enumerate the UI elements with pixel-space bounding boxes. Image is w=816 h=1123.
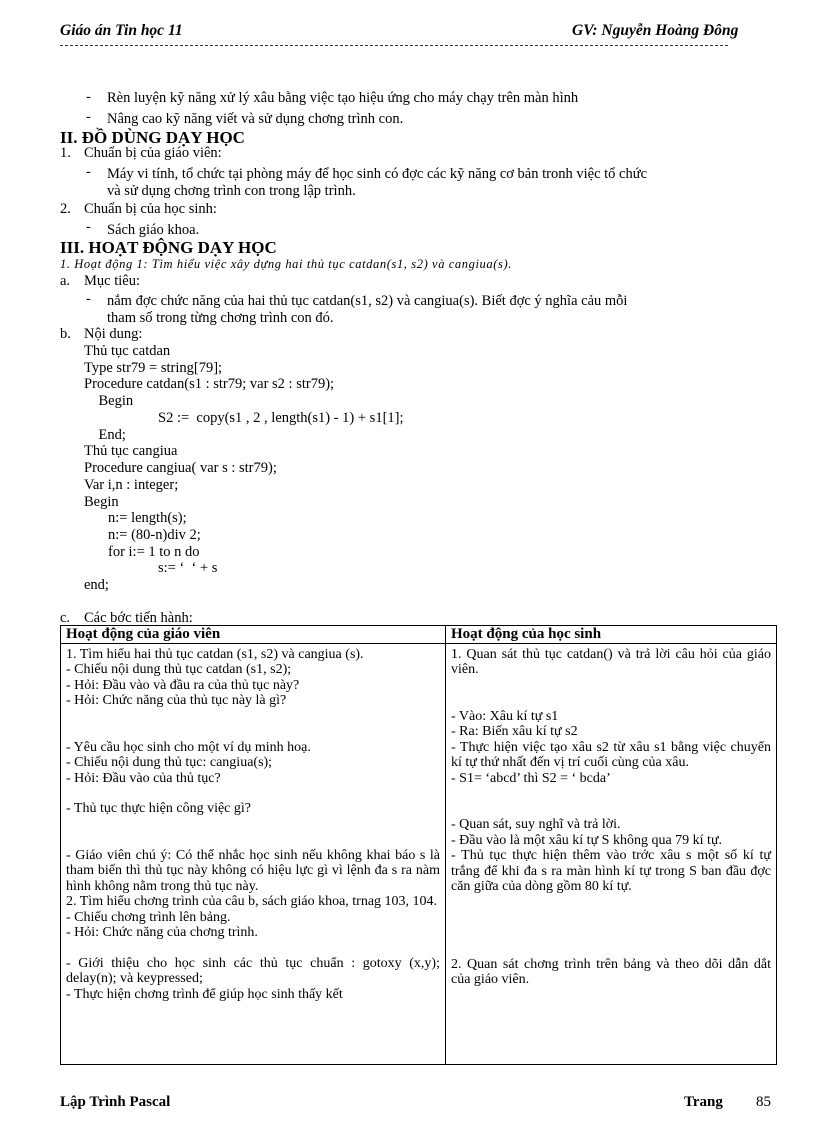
objective-line-1: nắm đợc chức năng của hai thủ tục catdan(s1, s2) và cangiua(s). Biết đợc ý nghĩa cảu mỗi [107,293,628,309]
student-step: - Vào: Xâu kí tự s1 [451,708,559,724]
table-header-row [61,626,777,644]
bullet-dash: - [86,219,91,235]
objective-line-2: tham số trong từng chơng trình con đó. [107,310,334,326]
code-line: Type str79 = string[79]; [84,360,223,376]
code-line: end; [84,577,109,593]
code-line: s:= ‘ ‘ + s [158,560,218,576]
teacher-step: - Hỏi: Chức năng của chơng trình. [66,925,258,940]
student-step: - Thủ tục thực hiện thêm vào trớc xâu s một số kí tự trắng để khi đa s ra màn hình kí tự trong S ban đầu đợc căn giữa của dòng gồm 80 kí tự. [451,848,771,894]
teacher-step: - Thủ tục thực hiện công việc gì? [66,801,251,816]
student-column-header: Hoạt động của học sinh [446,626,777,644]
code-line: Thủ tục catdan [84,343,171,359]
student-step: - S1= ‘abcd’ thì S2 = ‘ bcda’ [451,770,611,786]
code-line: Begin [84,494,119,510]
student-prep-label: Chuẩn bị của học sinh: [84,201,217,217]
list-number: 2. [60,201,71,217]
teacher-activities-cell [61,643,446,1064]
list-letter: c. [60,610,71,626]
teacher-column-header: Hoạt động của giáo viên [61,626,446,644]
student-step: - Thực hiện việc tạo xâu s2 từ xâu s1 bằng việc chuyển kí tự thứ nhất đến vị trí cuối cùng của xâu. [451,739,771,770]
bullet-dash: - [86,291,91,307]
footer-page-number: 85 [756,1094,771,1110]
list-letter: b. [60,326,71,342]
code-line: Thủ tục cangiua [84,443,178,459]
student-step: - Ra: Biến xâu kí tự s2 [451,724,578,739]
activity-1-title: 1. Hoạt động 1: Tìm hiểu việc xây dựng hai thủ tục catdan(s1, s2) và cangiua(s). [60,257,512,271]
teacher-prep-line-1: Máy vi tính, tổ chức tại phòng máy để học sinh có đợc các kỹ năng cơ bản tronh việc tổ chức [107,166,648,182]
teacher-step: - Thực hiện chơng trình để giúp học sinh thấy kết [66,986,343,1002]
teacher-step: 1. Tìm hiểu hai thủ tục catdan (s1, s2) và cangiua (s). [66,646,364,662]
code-line: S2 := copy(s1 , 2 , length(s1) - 1) + s1[1]; [158,410,404,426]
teacher-step: 2. Tìm hiểu chơng trình của câu b, sách giáo khoa, trnag 103, 104. [66,894,438,909]
teacher-prep-line-2: và sử dụng chơng trình con trong lập trình. [107,183,356,199]
teacher-prep-label: Chuẩn bị của giáo viên: [84,145,222,161]
student-step: 1. Quan sát thủ tục catdan() và trả lời câu hỏi của giáo viên. [451,646,771,677]
bullet-dash: - [86,164,91,180]
teacher-step: - Chiếu nội dung thủ tục catdan (s1, s2); [66,662,292,677]
intro-item-2: Nâng cao kỹ năng viết và sử dụng chơng trình con. [107,111,404,127]
header-teacher-name: GV: Nguyễn Hoàng Đông [572,22,739,39]
code-line: End; [84,427,126,443]
list-letter: a. [60,273,71,289]
teacher-note: - Giáo viên chú ý: Có thể nhắc học sinh nếu không khai báo s là tham biến thì thủ tục này không có hiệu lực gì vì lệnh đa s ra nàm hình không nằm trong thủ tục này. [66,847,440,894]
student-prep-item: Sách giáo khoa. [107,222,200,238]
code-line: n:= length(s); [108,510,187,526]
code-line: Var i,n : integer; [84,477,179,493]
objective-label: Mục tiêu: [84,273,140,289]
student-step: - Đầu vào là một xâu kí tự S không qua 79 kí tự. [451,832,723,848]
section-3-heading: III. HOẠT ĐỘNG DẠY HỌC [60,238,277,257]
code-line: Procedure catdan(s1 : str79; var s2 : str79); [84,376,335,392]
header-divider [60,45,728,46]
teacher-step: - Hỏi: Chức năng của thủ tục này là gì? [66,693,287,708]
list-number: 1. [60,145,71,161]
activities-table [60,625,777,1065]
section-2-heading: II. ĐỒ DÙNG DẠY HỌC [60,128,245,147]
code-line: for i:= 1 to n do [108,544,200,560]
student-step: - Quan sát, suy nghĩ và trả lời. [451,817,621,832]
steps-label: Các bớc tiến hành: [84,610,193,626]
content-label: Nội dung: [84,326,143,342]
header-course-title: Giáo án Tin học 11 [60,22,183,39]
teacher-step: - Chiếu nội dung thủ tục: cangiua(s); [66,755,273,770]
code-line: n:= (80-n)div 2; [108,527,201,543]
teacher-step: - Hỏi: Đầu vào của thủ tục? [66,770,221,786]
table-row [61,643,777,1064]
student-step: 2. Quan sát chơng trình trên bảng và theo dõi dẫn dắt của giáo viên. [451,956,771,987]
footer-subject: Lập Trình Pascal [60,1094,171,1110]
intro-item-1: Rèn luyện kỹ năng xử lý xâu bằng việc tạo hiệu ứng cho máy chạy trên màn hình [107,90,579,106]
teacher-step: - Chiếu chơng trình lên bảng. [66,909,231,925]
student-activities-cell [446,643,777,1064]
bullet-dash: - [86,109,91,125]
teacher-step: - Giới thiệu cho học sinh các thủ tục chuẩn : gotoxy (x,y); delay(n); và keypressed; [66,955,440,986]
code-line: Begin [84,393,134,409]
code-line: Procedure cangiua( var s : str79); [84,460,277,476]
teacher-step: - Hỏi: Đầu vào và đầu ra của thủ tục này? [66,677,300,693]
teacher-step: - Yêu cầu học sinh cho một ví dụ minh hoạ. [66,739,311,755]
bullet-dash: - [86,89,91,105]
footer-page-label: Trang [684,1094,723,1110]
